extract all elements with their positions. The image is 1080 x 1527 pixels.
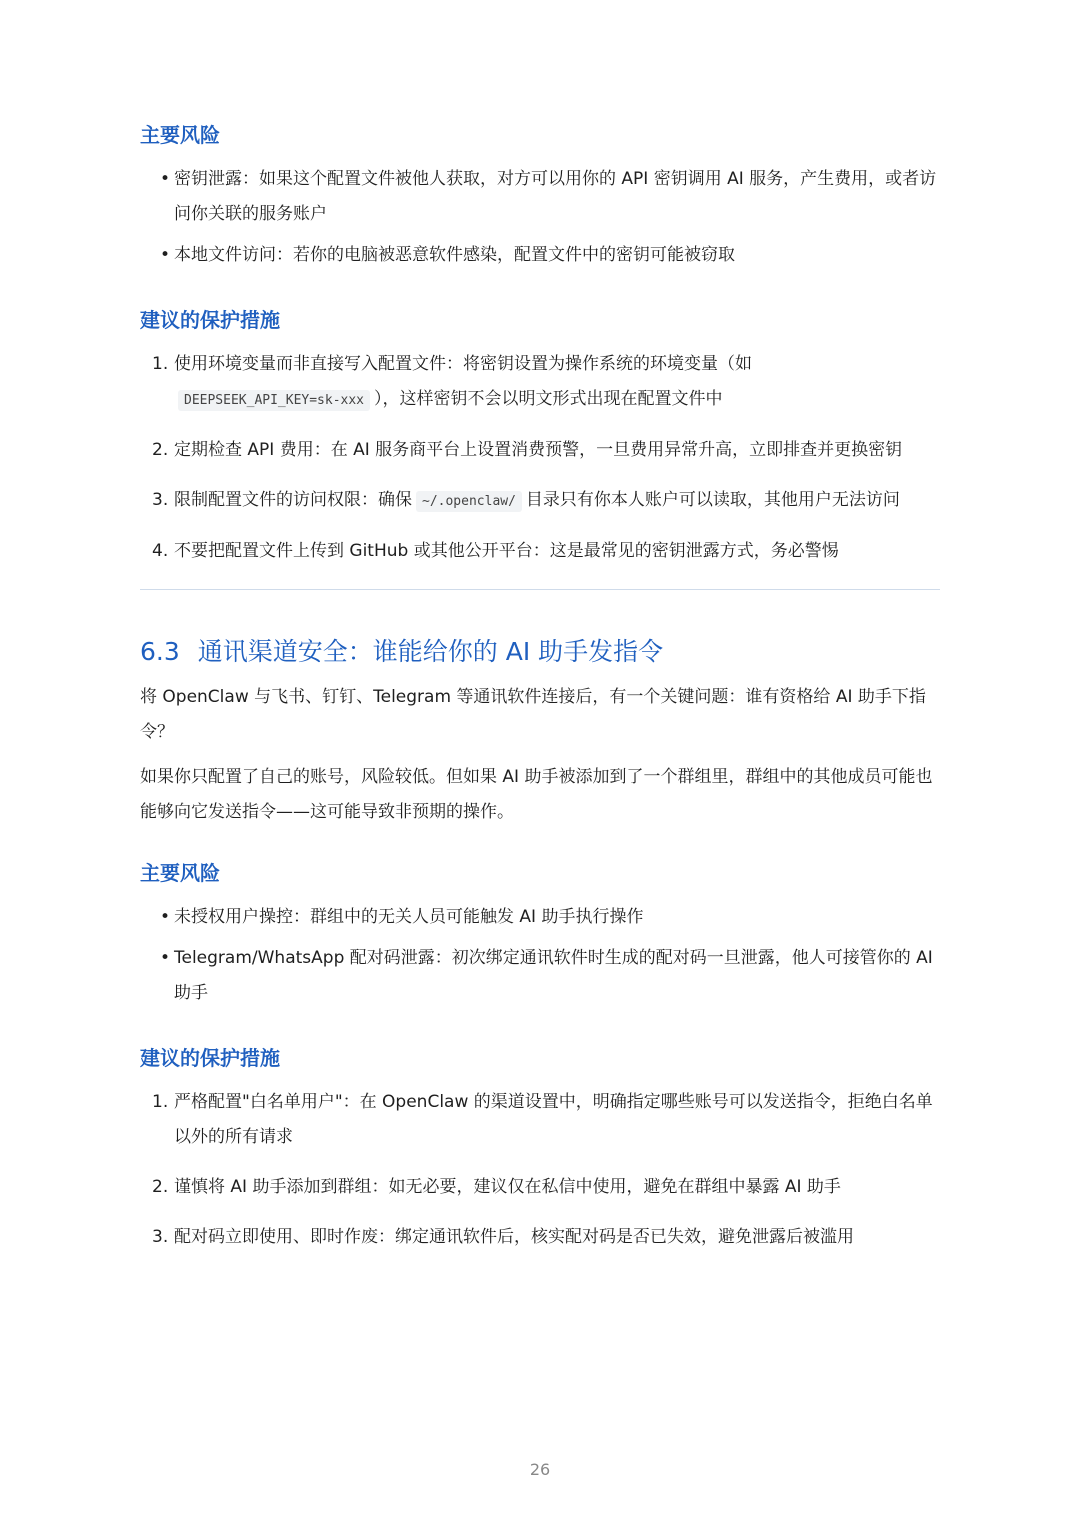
- list-item: 3. 限制配置文件的访问权限：确保 ~/.openclaw/ 目录只有你本人账户可以读取，其他用户无法访问: [152, 490, 900, 510]
- list-item: 2. 谨慎将 AI 助手添加到群组：如无必要，建议仅在私信中使用，避免在群组中暴露 AI 助手: [152, 1177, 841, 1197]
- page-number: 26: [529, 1460, 551, 1479]
- list-item: • 未授权用户操控：群组中的无关人员可能触发 AI 助手执行操作: [160, 900, 940, 935]
- bullet-icon: •: [160, 907, 171, 927]
- list-item: • 本地文件访问：若你的电脑被恶意软件感染，配置文件中的密钥可能被窃取: [160, 238, 940, 273]
- list-item: 2. 定期检查 API 费用：在 AI 服务商平台上设置消费预警，一旦费用异常升高，立即排查并更换密钥: [152, 440, 903, 460]
- risks-list: [140, 900, 940, 1011]
- list-item: 1. 使用环境变量而非直接写入配置文件：将密钥设置为操作系统的环境变量（如 DEEPSEEK_API_KEY=sk-xxx ），这样密钥不会以明文形式出现在配置文件中: [152, 354, 752, 409]
- list-item: • 密钥泄露：如果这个配置文件被他人获取，对方可以用你的 API 密钥调用 AI 服务，产生费用，或者访问你关联的服务账户: [160, 162, 940, 232]
- measures-list: [140, 347, 940, 569]
- inline-code: DEEPSEEK_API_KEY=sk-xxx: [178, 390, 370, 411]
- measures-heading: 建议的保护措施: [140, 1046, 280, 1070]
- risks-heading: 主要风险: [140, 123, 220, 147]
- risks-heading: 主要风险: [140, 861, 220, 885]
- bullet-icon: •: [160, 948, 171, 968]
- list-item: • Telegram/WhatsApp 配对码泄露：初次绑定通讯软件时生成的配对码一旦泄露，他人可接管你的 AI 助手: [160, 941, 940, 1011]
- page-content: [140, 118, 940, 1270]
- inline-code: ~/.openclaw/: [416, 491, 522, 512]
- list-item: 1. 严格配置"白名单用户"：在 OpenClaw 的渠道设置中，明确指定哪些账号可以发送指令，拒绝白名单以外的所有请求: [152, 1092, 933, 1147]
- list-item: 4. 不要把配置文件上传到 GitHub 或其他公开平台：这是最常见的密钥泄露方式，务必警惕: [152, 541, 839, 561]
- section-title: 6.3 通讯渠道安全：谁能给你的 AI 助手发指令: [140, 637, 664, 666]
- measures-list: [140, 1085, 940, 1255]
- section-divider: [140, 589, 940, 590]
- measures-heading: 建议的保护措施: [140, 308, 280, 332]
- bullet-icon: •: [160, 245, 171, 265]
- bullet-icon: •: [160, 169, 171, 189]
- list-item: 3. 配对码立即使用、即时作废：绑定通讯软件后，核实配对码是否已失效，避免泄露后被滥用: [152, 1227, 854, 1247]
- paragraph: 将 OpenClaw 与飞书、钉钉、Telegram 等通讯软件连接后，有一个关键问题：谁有资格给 AI 助手下指令？: [140, 687, 926, 742]
- risks-list: [140, 162, 940, 273]
- paragraph: 如果你只配置了自己的账号，风险较低。但如果 AI 助手被添加到了一个群组里，群组中的其他成员可能也能够向它发送指令——这可能导致非预期的操作。: [140, 767, 933, 822]
